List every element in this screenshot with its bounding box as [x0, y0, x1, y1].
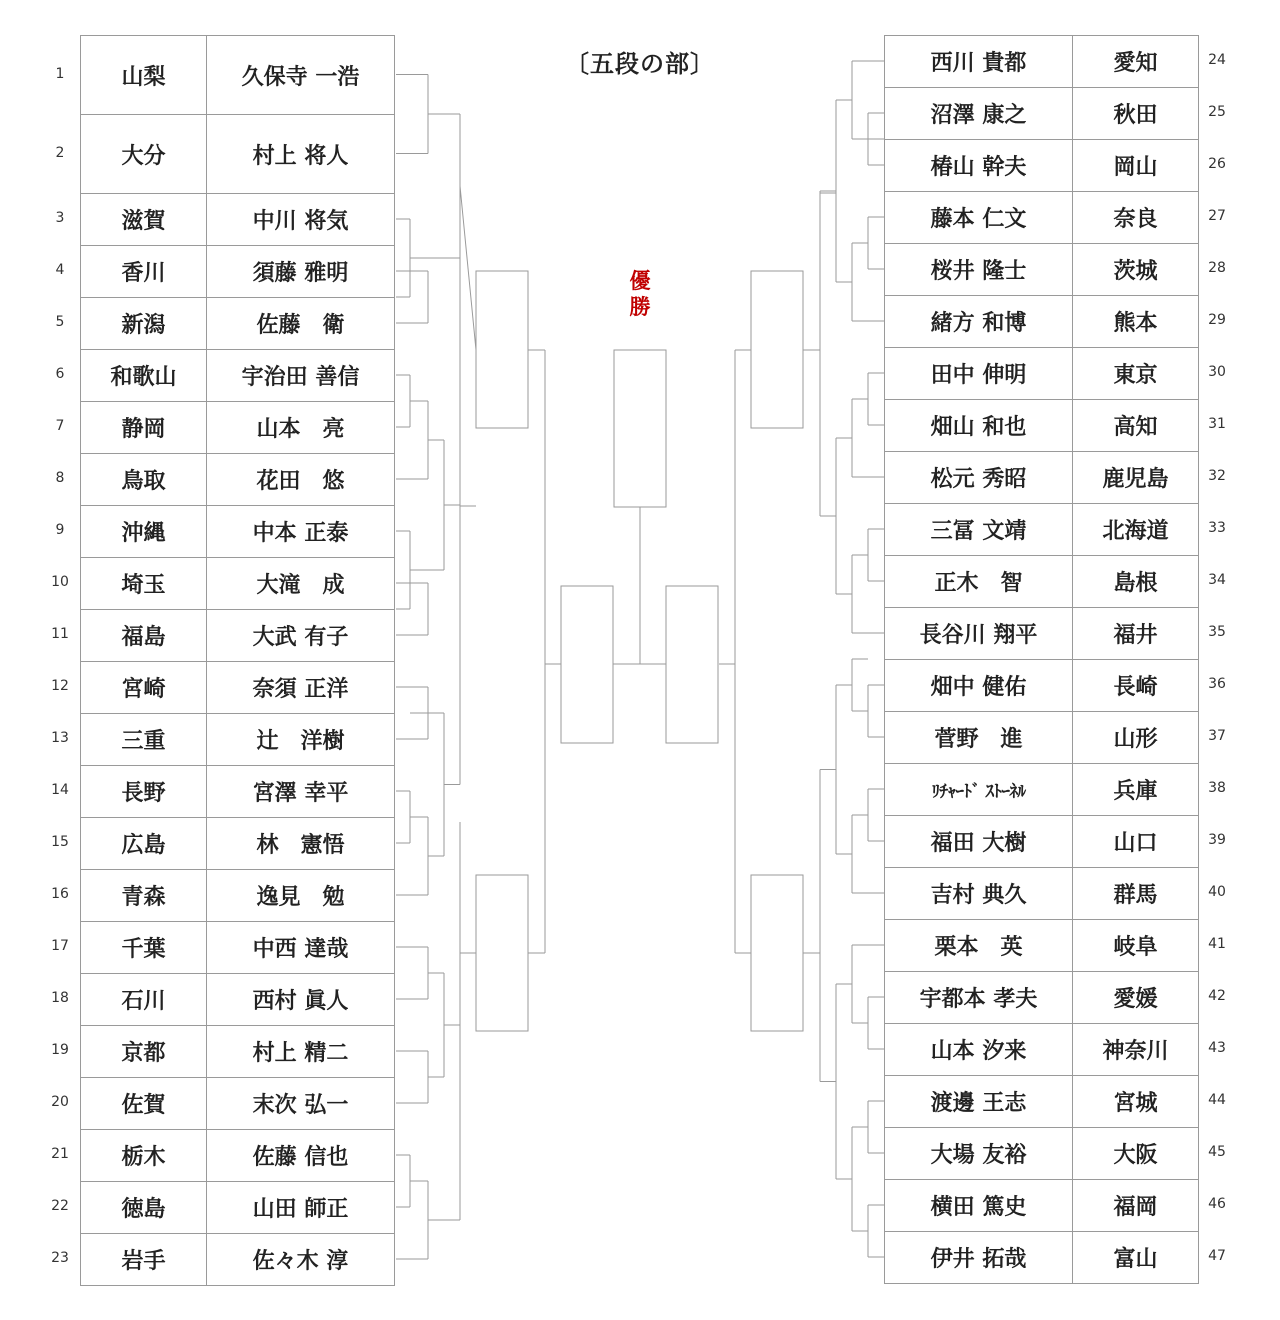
prefecture-cell: 福島 [81, 610, 207, 662]
prefecture-cell: 茨城 [1073, 244, 1199, 296]
player-name-cell: 桜井 隆士 [885, 244, 1073, 296]
right-player-row [885, 556, 1199, 608]
prefecture-cell: 愛知 [1073, 36, 1199, 88]
right-player-row [885, 400, 1199, 452]
prefecture-cell: 香川 [81, 246, 207, 298]
player-name-cell: 久保寺 一浩 [207, 36, 395, 115]
bracket-box [476, 271, 528, 428]
prefecture-cell: 栃木 [81, 1130, 207, 1182]
left-player-row [81, 350, 395, 402]
prefecture-cell: 山形 [1073, 712, 1199, 764]
seed-number: 2 [55, 144, 65, 161]
right-player-row [885, 1076, 1199, 1128]
right-player-row [885, 452, 1199, 504]
right-player-row [885, 816, 1199, 868]
player-name-cell: 中西 達哉 [207, 922, 395, 974]
seed-number: 16 [51, 886, 69, 902]
seed-number: 27 [1208, 208, 1226, 224]
player-name-cell: 村上 将人 [207, 115, 395, 194]
player-name-cell: 中本 正泰 [207, 506, 395, 558]
player-name-cell: 畑山 和也 [885, 400, 1073, 452]
prefecture-cell: 佐賀 [81, 1078, 207, 1130]
right-player-row [885, 192, 1199, 244]
right-player-row [885, 608, 1199, 660]
prefecture-cell: 山梨 [81, 36, 207, 115]
prefecture-cell: 東京 [1073, 348, 1199, 400]
left-player-row [81, 1234, 395, 1286]
player-name-cell: 奈須 正洋 [207, 662, 395, 714]
seed-number: 36 [1208, 676, 1226, 692]
left-player-row [81, 870, 395, 922]
prefecture-cell: 兵庫 [1073, 764, 1199, 816]
player-name-cell: 福田 大樹 [885, 816, 1073, 868]
right-player-row [885, 348, 1199, 400]
seed-number: 9 [55, 522, 65, 538]
player-name-cell: 山本 亮 [207, 402, 395, 454]
prefecture-cell: 青森 [81, 870, 207, 922]
seed-number: 22 [51, 1198, 69, 1214]
prefecture-cell: 岩手 [81, 1234, 207, 1286]
player-name-cell: 渡邊 王志 [885, 1076, 1073, 1128]
right-player-row [885, 660, 1199, 712]
seed-number: 4 [55, 262, 65, 278]
player-name-cell: 村上 精二 [207, 1026, 395, 1078]
winner-label: 優勝 [629, 269, 651, 319]
prefecture-cell: 宮城 [1073, 1076, 1199, 1128]
left-player-row [81, 766, 395, 818]
seed-number: 15 [51, 834, 69, 850]
left-player-row [81, 194, 395, 246]
left-player-row [81, 558, 395, 610]
right-player-row [885, 1024, 1199, 1076]
seed-number: 30 [1208, 364, 1226, 380]
prefecture-cell: 福井 [1073, 608, 1199, 660]
left-player-row [81, 1182, 395, 1234]
seed-number: 5 [55, 314, 65, 330]
seed-number: 24 [1208, 52, 1226, 68]
seed-number: 33 [1208, 520, 1226, 536]
seed-number: 39 [1208, 832, 1226, 848]
left-player-table [80, 35, 395, 1286]
prefecture-cell: 鹿児島 [1073, 452, 1199, 504]
left-player-row [81, 454, 395, 506]
right-player-row [885, 1180, 1199, 1232]
player-name-cell: 吉村 典久 [885, 868, 1073, 920]
player-name-cell: 田中 伸明 [885, 348, 1073, 400]
bracket-box [561, 586, 613, 743]
left-player-row [81, 1130, 395, 1182]
right-player-table [884, 35, 1199, 1284]
seed-number: 35 [1208, 624, 1226, 640]
prefecture-cell: 千葉 [81, 922, 207, 974]
player-name-cell: 佐藤 信也 [207, 1130, 395, 1182]
player-name-cell: 松元 秀昭 [885, 452, 1073, 504]
prefecture-cell: 滋賀 [81, 194, 207, 246]
prefecture-cell: 宮崎 [81, 662, 207, 714]
bracket-box [666, 586, 718, 743]
seed-number: 43 [1208, 1040, 1226, 1056]
right-player-row [885, 868, 1199, 920]
left-player-row [81, 506, 395, 558]
seed-number: 26 [1208, 156, 1226, 172]
prefecture-cell: 和歌山 [81, 350, 207, 402]
player-name-cell: 西川 貴都 [885, 36, 1073, 88]
prefecture-cell: 長崎 [1073, 660, 1199, 712]
seed-number: 17 [51, 938, 69, 954]
player-name-cell: 末次 弘一 [207, 1078, 395, 1130]
seed-number: 6 [55, 366, 65, 382]
seed-number: 11 [51, 626, 69, 642]
player-name-cell: 中川 将気 [207, 194, 395, 246]
player-name-cell: ﾘﾁｬｰﾄﾞ ｽﾄｰﾈﾙ [885, 764, 1073, 816]
prefecture-cell: 大分 [81, 115, 207, 194]
left-player-row [81, 974, 395, 1026]
page-title: 〔五段の部〕 [565, 50, 715, 78]
player-name-cell: 西村 眞人 [207, 974, 395, 1026]
player-name-cell: 佐々木 淳 [207, 1234, 395, 1286]
prefecture-cell: 愛媛 [1073, 972, 1199, 1024]
seed-number: 42 [1208, 988, 1226, 1004]
left-player-row [81, 610, 395, 662]
player-name-cell: 椿山 幹夫 [885, 140, 1073, 192]
right-player-row [885, 1232, 1199, 1284]
seed-number: 41 [1208, 936, 1226, 952]
player-name-cell: 沼澤 康之 [885, 88, 1073, 140]
player-name-cell: 長谷川 翔平 [885, 608, 1073, 660]
player-name-cell: 宇都本 孝夫 [885, 972, 1073, 1024]
prefecture-cell: 鳥取 [81, 454, 207, 506]
player-name-cell: 横田 篤史 [885, 1180, 1073, 1232]
player-name-cell: 宮澤 幸平 [207, 766, 395, 818]
left-player-row [81, 115, 395, 194]
right-player-row [885, 972, 1199, 1024]
seed-number: 1 [55, 65, 65, 82]
seed-number: 46 [1208, 1196, 1226, 1212]
prefecture-cell: 埼玉 [81, 558, 207, 610]
left-player-row [81, 1026, 395, 1078]
prefecture-cell: 神奈川 [1073, 1024, 1199, 1076]
seed-number: 40 [1208, 884, 1226, 900]
prefecture-cell: 徳島 [81, 1182, 207, 1234]
player-name-cell: 大場 友裕 [885, 1128, 1073, 1180]
seed-number: 47 [1208, 1248, 1226, 1264]
player-name-cell: 宇治田 善信 [207, 350, 395, 402]
prefecture-cell: 静岡 [81, 402, 207, 454]
right-player-row [885, 712, 1199, 764]
bracket-box [614, 350, 666, 507]
prefecture-cell: 北海道 [1073, 504, 1199, 556]
seed-number: 13 [51, 730, 69, 746]
right-player-row [885, 504, 1199, 556]
player-name-cell: 伊井 拓哉 [885, 1232, 1073, 1284]
right-player-row [885, 296, 1199, 348]
seed-number: 19 [51, 1042, 69, 1058]
prefecture-cell: 三重 [81, 714, 207, 766]
prefecture-cell: 大阪 [1073, 1128, 1199, 1180]
player-name-cell: 林 憲悟 [207, 818, 395, 870]
player-name-cell: 畑中 健佑 [885, 660, 1073, 712]
left-player-row [81, 662, 395, 714]
prefecture-cell: 高知 [1073, 400, 1199, 452]
prefecture-cell: 京都 [81, 1026, 207, 1078]
player-name-cell: 大滝 成 [207, 558, 395, 610]
player-name-cell: 藤本 仁文 [885, 192, 1073, 244]
left-player-row [81, 1078, 395, 1130]
prefecture-cell: 岡山 [1073, 140, 1199, 192]
prefecture-cell: 富山 [1073, 1232, 1199, 1284]
seed-number: 32 [1208, 468, 1226, 484]
player-name-cell: 三冨 文靖 [885, 504, 1073, 556]
seed-number: 12 [51, 678, 69, 694]
seed-number: 18 [51, 990, 69, 1006]
right-player-row [885, 244, 1199, 296]
right-player-row [885, 764, 1199, 816]
seed-number: 28 [1208, 260, 1226, 276]
player-name-cell: 須藤 雅明 [207, 246, 395, 298]
right-player-row [885, 920, 1199, 972]
player-name-cell: 正木 智 [885, 556, 1073, 608]
prefecture-cell: 岐阜 [1073, 920, 1199, 972]
bracket-box [751, 875, 803, 1031]
seed-number: 37 [1208, 728, 1226, 744]
player-name-cell: 山本 汐来 [885, 1024, 1073, 1076]
left-player-row [81, 818, 395, 870]
prefecture-cell: 石川 [81, 974, 207, 1026]
seed-number: 21 [51, 1146, 69, 1162]
prefecture-cell: 新潟 [81, 298, 207, 350]
player-name-cell: 辻 洋樹 [207, 714, 395, 766]
prefecture-cell: 広島 [81, 818, 207, 870]
bracket-line [460, 186, 476, 350]
left-player-row [81, 922, 395, 974]
player-name-cell: 佐藤 衛 [207, 298, 395, 350]
right-player-row [885, 1128, 1199, 1180]
left-player-row [81, 298, 395, 350]
prefecture-cell: 熊本 [1073, 296, 1199, 348]
left-player-row [81, 36, 395, 115]
player-name-cell: 花田 悠 [207, 454, 395, 506]
left-player-row [81, 714, 395, 766]
prefecture-cell: 島根 [1073, 556, 1199, 608]
seed-number: 20 [51, 1094, 69, 1110]
player-name-cell: 大武 有子 [207, 610, 395, 662]
player-name-cell: 逸見 勉 [207, 870, 395, 922]
prefecture-cell: 沖縄 [81, 506, 207, 558]
left-player-row [81, 246, 395, 298]
player-name-cell: 緒方 和博 [885, 296, 1073, 348]
seed-number: 34 [1208, 572, 1226, 588]
right-player-row [885, 140, 1199, 192]
seed-number: 23 [51, 1250, 69, 1266]
seed-number: 45 [1208, 1144, 1226, 1160]
seed-number: 3 [55, 210, 65, 226]
prefecture-cell: 長野 [81, 766, 207, 818]
player-name-cell: 菅野 進 [885, 712, 1073, 764]
player-name-cell: 栗本 英 [885, 920, 1073, 972]
seed-number: 44 [1208, 1092, 1226, 1108]
prefecture-cell: 秋田 [1073, 88, 1199, 140]
seed-number: 14 [51, 782, 69, 798]
bracket-box [751, 271, 803, 428]
seed-number: 25 [1208, 104, 1226, 120]
seed-number: 7 [55, 418, 65, 434]
prefecture-cell: 群馬 [1073, 868, 1199, 920]
prefecture-cell: 福岡 [1073, 1180, 1199, 1232]
bracket-box [476, 875, 528, 1031]
right-player-row [885, 36, 1199, 88]
prefecture-cell: 山口 [1073, 816, 1199, 868]
left-player-row [81, 402, 395, 454]
right-player-row [885, 88, 1199, 140]
prefecture-cell: 奈良 [1073, 192, 1199, 244]
seed-number: 10 [51, 574, 69, 590]
seed-number: 29 [1208, 312, 1226, 328]
seed-number: 31 [1208, 416, 1226, 432]
seed-number: 8 [55, 470, 65, 486]
player-name-cell: 山田 師正 [207, 1182, 395, 1234]
seed-number: 38 [1208, 780, 1226, 796]
